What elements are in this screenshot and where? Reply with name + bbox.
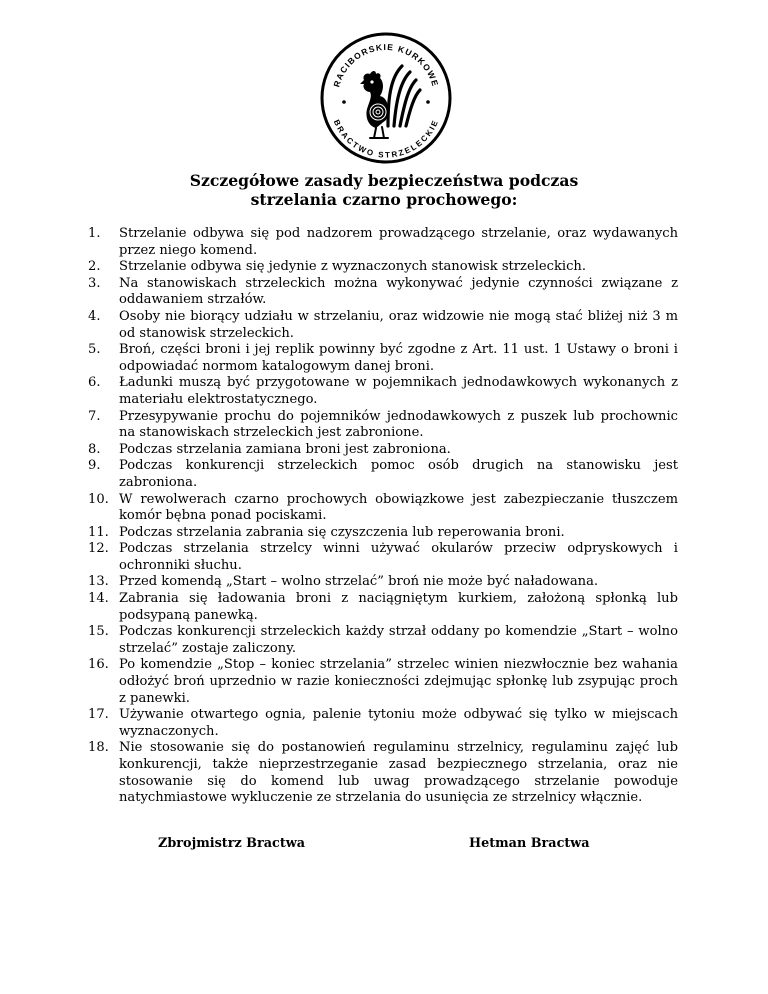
rule-item [88,342,678,375]
rule-item [88,707,678,740]
rooster-emblem-icon [318,30,454,166]
title-line-2: strzelania czarno prochowego: [250,190,518,209]
rule-item [88,574,678,591]
title-line-1: Szczegółowe zasady bezpieczeństwa podczas [189,171,579,190]
rule-text: Podczas konkurencji strzeleckich pomoc osób drugich na stanowisku jest zabroniona. [119,458,678,490]
rule-number: 7. [88,408,101,424]
rule-number: 1. [88,226,101,241]
signature-hetman: Hetman Bractwa [469,836,590,851]
svg-text:RACIBORSKIE KURKOWE [331,42,440,88]
rule-number: 16. [88,657,109,673]
logo-ring-text-top: RACIBORSKIE KURKOWE [331,41,441,89]
rule-number: 8. [88,441,101,457]
logo [318,30,454,166]
rule-number: 18. [88,740,109,756]
rule-number: 4. [88,308,101,324]
rule-text: Po komendzie „Stop – koniec strzelania” strzelec winien niezwłocznie bez wahania odłożyć broń uprzednio w razie konieczności zdejmując spłonkę lub zsypując proch z panewki. [119,657,678,706]
rule-text: Podczas strzelania strzelcy winni używać okularów przeciw odpryskowych i ochronniki słuchu. [119,541,678,573]
rule-text: Przed komendą „Start – wolno strzelać” broń nie może być naładowana. [119,574,599,590]
rule-item [88,541,678,574]
rule-item [88,591,678,624]
page-title [0,171,768,209]
rule-item [88,276,678,309]
rule-item [88,375,678,408]
rule-number: 15. [88,624,109,640]
rule-item [88,409,678,442]
rule-number: 6. [88,375,101,391]
signature-armorer: Zbrojmistrz Bractwa [158,836,306,851]
rule-item [88,458,678,491]
logo-ring-text-bottom: BRACTWO STRZELECKIE [331,118,441,160]
rule-text: Ładunki muszą być przygotowane w pojemnikach jednodawkowych wykonanych z materiału elektrostatycznego. [119,375,678,407]
rule-number: 13. [88,574,109,590]
rule-text: Strzelanie odbywa się jedynie z wyznaczonych stanowisk strzeleckich. [119,259,587,275]
rule-item [88,657,678,707]
rules-list [88,226,678,807]
rule-number: 5. [88,342,101,358]
rule-text: Podczas konkurencji strzeleckich każdy strzał oddany po komendzie „Start – wolno strzelać” zostaje zaliczony. [119,624,678,656]
rule-number: 11. [88,524,109,540]
rule-text: Podczas strzelania zamiana broni jest zabroniona. [119,441,451,457]
rule-item [88,442,678,459]
rule-item [88,259,678,276]
rule-item [88,309,678,342]
rule-text: Zabrania się ładowania broni z naciągniętym kurkiem, założoną spłonką lub podsypaną panewką. [119,591,678,623]
rule-text: W rewolwerach czarno prochowych obowiązkowe jest zabezpieczanie tłuszczem komór bębna ponad pociskami. [119,491,678,524]
rule-number: 12. [88,541,109,557]
rule-item [88,740,678,806]
rule-text: Broń, części broni i jej replik powinny być zgodne z Art. 11 ust. 1 Ustawy o broni i odpowiadać normom katalogowym danej broni. [119,342,678,374]
rule-text: Podczas strzelania zabrania się czyszczenia lub reperowania broni. [119,524,565,540]
rule-number: 17. [88,707,109,723]
rule-number: 9. [88,458,101,474]
rule-text: Używanie otwartego ognia, palenie tytoniu może odbywać się tylko w miejscach wyznaczonych. [119,707,678,739]
rule-text: Osoby nie biorący udziału w strzelaniu, oraz widzowie nie mogą stać bliżej niż 3 m od stanowisk strzeleckich. [119,308,678,341]
rule-text: Przesypywanie prochu do pojemników jednodawkowych z puszek lub prochownic na stanowiskach strzeleckich jest zabronione. [119,408,678,441]
rule-number: 2. [88,259,101,275]
rule-number: 14. [88,591,109,607]
rule-item [88,624,678,657]
rule-text: Strzelanie odbywa się pod nadzorem prowadzącego strzelanie, oraz wydawanych przez niego komend. [119,226,678,258]
rule-item [88,525,678,542]
rule-number: 10. [88,491,109,507]
rule-item [88,226,678,259]
rule-text: Na stanowiskach strzeleckich można wykonywać jedynie czynności związane z oddawaniem strzałów. [119,275,678,308]
rule-item [88,492,678,525]
rule-number: 3. [88,275,101,291]
rule-text: Nie stosowanie się do postanowień regulaminu strzelnicy, regulaminu zajęć lub konkurencji, także nieprzestrzeganie zasad bezpiecznego strzelania, oraz nie stosowanie się do komend lub uwag prowadzącego strzelanie powoduje natychmiastowe wykluczenie ze strzelania do usunięcia ze strzelnicy włącznie. [119,740,678,806]
